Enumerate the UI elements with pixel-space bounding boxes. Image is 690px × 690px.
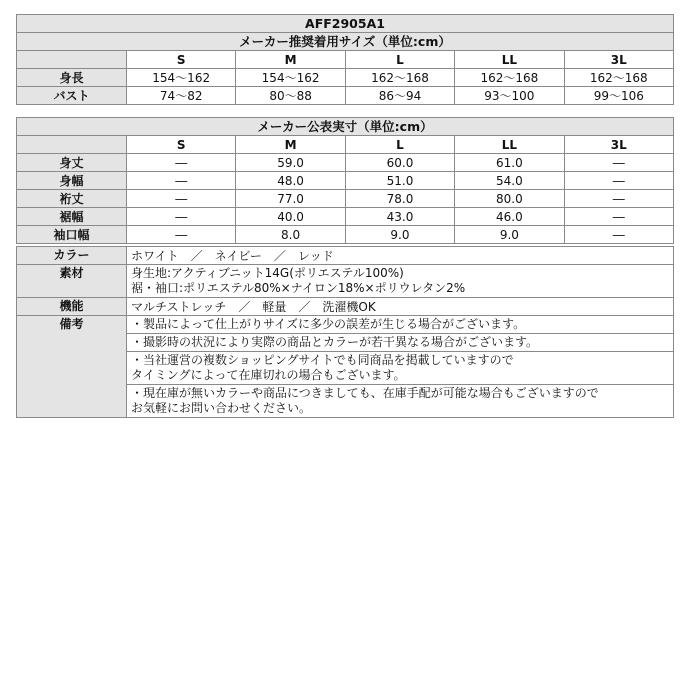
size-header: L [345,51,454,69]
note-item [127,352,674,385]
note-line: ・現在庫が無いカラーや商品につきましても、在庫手配が可能な場合もございますので [131,386,599,400]
cell-value: ― [127,154,236,172]
row-label: 裾幅 [17,208,127,226]
cell-value: 86～94 [345,87,454,105]
row-label: 身幅 [17,172,127,190]
color-label: カラー [17,247,127,265]
cell-value: 162～168 [564,69,673,87]
cell-value: ― [127,226,236,244]
cell-value: 78.0 [345,190,454,208]
function-label: 機能 [17,298,127,316]
size-header: M [236,51,345,69]
size-header: L [345,136,454,154]
spec-row-material [17,265,674,298]
size-header: M [236,136,345,154]
table-row [17,154,674,172]
cell-value: ― [127,190,236,208]
cell-value: 51.0 [345,172,454,190]
cell-value: 74～82 [127,87,236,105]
spec-row-function [17,298,674,316]
cell-value: 60.0 [345,154,454,172]
cell-value: ― [127,208,236,226]
note-line: タイミングによって在庫切れの場合もございます。 [131,368,406,382]
cell-value: 48.0 [236,172,345,190]
cell-value: 154～162 [236,69,345,87]
material-line: 身生地:アクティブニット14G(ポリエステル100%) [131,266,404,280]
row-label: 身長 [17,69,127,87]
note-item [127,385,674,418]
row-label: 身丈 [17,154,127,172]
cell-value: ― [564,208,673,226]
recommended-size-table [16,14,674,105]
table-row [17,208,674,226]
size-header: S [127,51,236,69]
size-header: S [127,136,236,154]
cell-value: 46.0 [455,208,564,226]
table-row [17,226,674,244]
table-row [17,69,674,87]
corner-cell [17,51,127,69]
cell-value: ― [127,172,236,190]
cell-value: 80～88 [236,87,345,105]
cell-value: 99～106 [564,87,673,105]
note-item [127,334,674,352]
note-item [127,316,674,334]
function-value: マルチストレッチ ／ 軽量 ／ 洗濯機OK [127,298,674,316]
note-line: ・撮影時の状況により実際の商品とカラーが若干異なる場合がございます。 [131,335,539,349]
cell-value: ― [564,190,673,208]
material-label: 素材 [17,265,127,298]
table-row [17,172,674,190]
size-header: 3L [564,51,673,69]
actual-size-title: メーカー公表実寸（単位:cm） [17,118,674,136]
cell-value: ― [564,154,673,172]
cell-value: 61.0 [455,154,564,172]
product-code: AFF2905A1 [17,15,674,33]
actual-size-table [16,117,674,244]
cell-value: 59.0 [236,154,345,172]
note-line: お気軽にお問い合わせください。 [131,401,312,415]
table-row [17,190,674,208]
cell-value: 9.0 [455,226,564,244]
cell-value: ― [564,226,673,244]
cell-value: 8.0 [236,226,345,244]
cell-value: 54.0 [455,172,564,190]
size-header: LL [455,136,564,154]
cell-value: 93～100 [455,87,564,105]
table-row [17,87,674,105]
recommended-size-title: メーカー推奨着用サイズ（単位:cm） [17,33,674,51]
cell-value: 162～168 [455,69,564,87]
size-header: LL [455,51,564,69]
spec-row-notes [17,316,674,334]
material-line: 裾・袖口:ポリエステル80%×ナイロン18%×ポリウレタン2% [131,281,466,295]
note-line: ・製品によって仕上がりサイズに多少の誤差が生じる場合がございます。 [131,317,526,331]
cell-value: 77.0 [236,190,345,208]
cell-value: 9.0 [345,226,454,244]
cell-value: 154～162 [127,69,236,87]
product-spec-table [16,246,674,418]
material-value [127,265,674,298]
cell-value: 43.0 [345,208,454,226]
spec-row-color [17,247,674,265]
row-label: 袖口幅 [17,226,127,244]
row-label: バスト [17,87,127,105]
note-line: ・当社運営の複数ショッピングサイトでも同商品を掲載していますので [131,353,514,367]
cell-value: 40.0 [236,208,345,226]
row-label: 裄丈 [17,190,127,208]
color-value: ホワイト ／ ネイビー ／ レッド [127,247,674,265]
size-header: 3L [564,136,673,154]
cell-value: 162～168 [345,69,454,87]
cell-value: ― [564,172,673,190]
corner-cell [17,136,127,154]
notes-label: 備考 [17,316,127,418]
cell-value: 80.0 [455,190,564,208]
